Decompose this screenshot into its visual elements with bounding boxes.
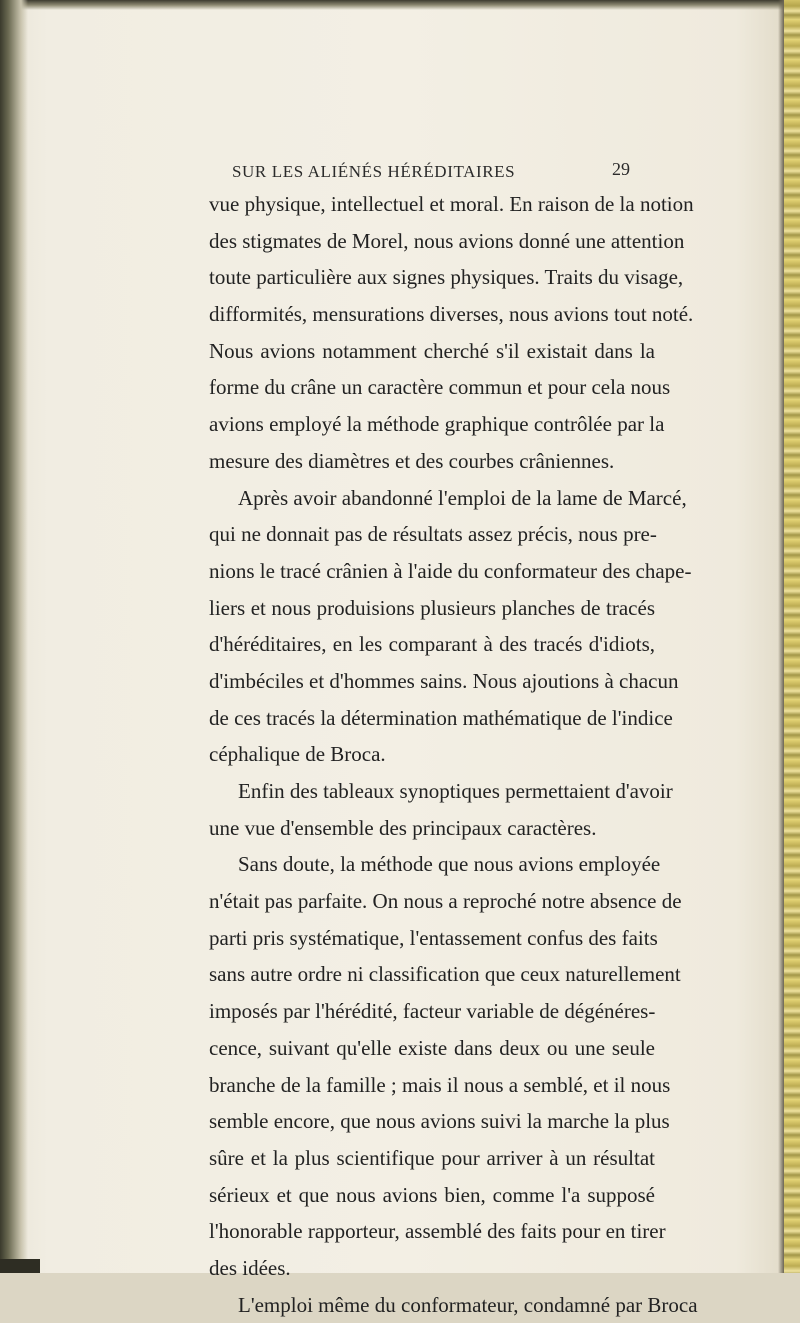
text-line: une vue d'ensemble des principaux caractères.: [209, 815, 597, 840]
page-number: 29: [612, 159, 630, 179]
text-line: d'héréditaires, en les comparant à des tracés d'idiots,: [209, 632, 655, 657]
text-line: d'imbéciles et d'hommes sains. Nous ajoutions à chacun: [209, 668, 679, 693]
binding-shadow: [0, 0, 28, 1273]
text-line: forme du crâne un caractère commun et pour cela nous: [209, 375, 671, 400]
text-line: Enfin des tableaux synoptiques permettaient d'avoir: [238, 779, 673, 803]
text-line: de ces tracés la détermination mathématique de l'indice: [209, 705, 673, 730]
text-line: toute particulière aux signes physiques. Traits du visage,: [209, 265, 684, 290]
text-line: qui ne donnait pas de résultats assez précis, nous pre-: [209, 522, 657, 547]
text-line: sérieux et que nous avions bien, comme l'a supposé: [209, 1182, 655, 1207]
text-line: parti pris systématique, l'entassement confus des faits: [209, 925, 658, 950]
text-line: L'emploi même du conformateur, condamné par Broca: [238, 1292, 698, 1317]
text-line: semble encore, que nous avions suivi la marche la plus: [209, 1109, 670, 1134]
text-line: avions employé la méthode graphique contrôlée par la: [209, 412, 665, 437]
running-head: SUR LES ALIÉNÉS HÉRÉDITAIRES: [232, 162, 516, 181]
text-line: sans autre ordre ni classification que ceux naturellement: [209, 962, 681, 987]
text-line: des stigmates de Morel, nous avions donné une attention: [209, 228, 685, 253]
text-line: imposés par l'hérédité, facteur variable de dégénéres-: [209, 999, 656, 1024]
text-line: des idées.: [209, 1255, 291, 1280]
text-line: difformités, mensurations diverses, nous avions tout noté.: [209, 302, 694, 327]
text-line: Sans doute, la méthode que nous avions employée: [238, 852, 661, 877]
text-line: vue physique, intellectuel et moral. En raison de la notion: [209, 192, 694, 216]
text-line: cence, suivant qu'elle existe dans deux ou une seule: [209, 1035, 655, 1060]
text-line: sûre et la plus scientifique pour arriver à un résultat: [209, 1145, 655, 1170]
top-shadow: [0, 0, 800, 10]
text-line: branche de la famille ; mais il nous a semblé, et il nous: [209, 1072, 671, 1097]
text-line: n'était pas parfaite. On nous a reproché notre absence de: [209, 889, 682, 914]
corner-shadow: [0, 1259, 40, 1273]
gilded-page-edge: [784, 0, 800, 1273]
text-line: céphalique de Broca.: [209, 742, 386, 767]
text-line: mesure des diamètres et des courbes crâniennes.: [209, 448, 615, 473]
text-line: nions le tracé crânien à l'aide du conformateur des chape-: [209, 558, 692, 583]
text-line: l'honorable rapporteur, assemblé des faits pour en tirer: [209, 1219, 666, 1244]
body-text: [209, 186, 698, 1323]
text-line: Après avoir abandonné l'emploi de la lame de Marcé,: [238, 485, 687, 510]
text-line: Nous avions notamment cherché s'il existait dans la: [209, 338, 655, 363]
text-line: liers et nous produisions plusieurs planches de tracés: [209, 595, 655, 620]
